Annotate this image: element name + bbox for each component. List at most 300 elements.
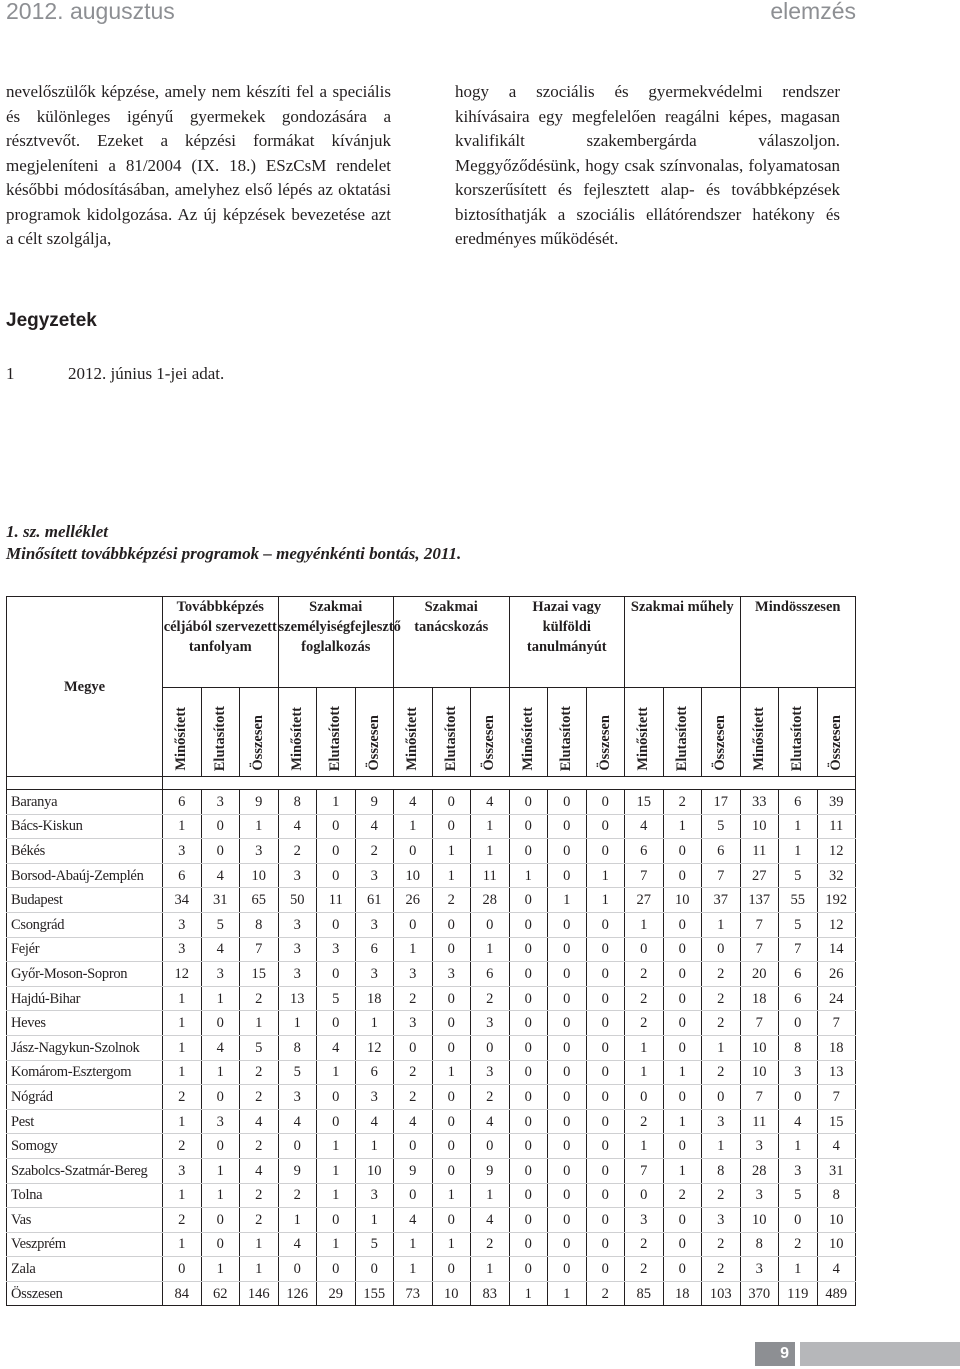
- table-cell: 0: [663, 1011, 702, 1036]
- table-cell: 0: [201, 1011, 240, 1036]
- table-cell: 4: [817, 1134, 856, 1159]
- column-sub-header-label: Elutasított: [442, 705, 459, 771]
- table-cell: 7: [740, 1085, 779, 1110]
- table-cell: 4: [471, 790, 510, 815]
- table-cell: 11: [740, 839, 779, 864]
- table-cell: 6: [625, 839, 664, 864]
- table-cell: 9: [355, 790, 394, 815]
- table-cell: 1: [201, 1257, 240, 1282]
- table-cell: 3: [355, 863, 394, 888]
- table-cell: 1: [471, 839, 510, 864]
- table-cell: 7: [740, 937, 779, 962]
- table-cell: 18: [663, 1281, 702, 1306]
- table-cell: 7: [240, 937, 279, 962]
- table-cell: 1: [625, 1134, 664, 1159]
- table-cell: 11: [471, 863, 510, 888]
- table-cell: 2: [625, 1232, 664, 1257]
- table-cell: 4: [779, 1109, 818, 1134]
- table-cell: 1: [163, 1011, 202, 1036]
- table-cell: 55: [779, 888, 818, 913]
- table-cell: 4: [355, 1109, 394, 1134]
- column-sub-header-label: Minősített: [750, 707, 767, 771]
- table-cell: 126: [278, 1281, 317, 1306]
- table-cell: 6: [779, 962, 818, 987]
- table-cell: 0: [432, 1257, 471, 1282]
- table-cell: 1: [317, 1232, 356, 1257]
- table-cell: 0: [586, 1134, 625, 1159]
- page-footer-bar: [800, 1342, 960, 1366]
- table-cell: 3: [201, 1109, 240, 1134]
- table-cell: 0: [509, 986, 548, 1011]
- table-cell: 1: [201, 1183, 240, 1208]
- table-cell: 3: [394, 1011, 433, 1036]
- table-cell: 1: [317, 1134, 356, 1159]
- table-cell: 1: [163, 1232, 202, 1257]
- table-cell: 0: [201, 814, 240, 839]
- table-cell: 10: [817, 1208, 856, 1233]
- table-cell: 0: [548, 1183, 587, 1208]
- table-cell: 8: [240, 912, 279, 937]
- header-date: 2012. augusztus: [6, 0, 175, 24]
- table-cell: 13: [817, 1060, 856, 1085]
- column-sub-header: [432, 688, 471, 777]
- table-cell: 1: [471, 937, 510, 962]
- table-cell: 0: [509, 1060, 548, 1085]
- table-cell: 0: [663, 863, 702, 888]
- table-cell: 2: [625, 1109, 664, 1134]
- table-cell: 5: [355, 1232, 394, 1257]
- table-cell: 7: [779, 937, 818, 962]
- table-cell: 1: [625, 1060, 664, 1085]
- county-name: Jász-Nagykun-Szolnok: [7, 1035, 163, 1060]
- table-cell: 2: [702, 1183, 741, 1208]
- page-header: [0, 0, 960, 30]
- table-cell: 2: [663, 790, 702, 815]
- table-cell: 0: [509, 1011, 548, 1036]
- column-sub-header: [740, 688, 779, 777]
- table-cell: 2: [586, 1281, 625, 1306]
- table-cell: 1: [779, 814, 818, 839]
- table-cell: 9: [471, 1158, 510, 1183]
- table-cell: 0: [586, 1158, 625, 1183]
- table-cell: 3: [740, 1134, 779, 1159]
- table-cell: 1: [663, 814, 702, 839]
- table-cell: 10: [432, 1281, 471, 1306]
- table-cell: 0: [586, 839, 625, 864]
- table-cell: 2: [278, 1183, 317, 1208]
- table-cell: 26: [817, 962, 856, 987]
- table-cell: 2: [240, 1134, 279, 1159]
- table-cell: 0: [509, 1109, 548, 1134]
- table-cell: 2: [471, 1232, 510, 1257]
- table-cell: 1: [509, 863, 548, 888]
- table-cell: 3: [740, 1257, 779, 1282]
- table-cell: 0: [317, 839, 356, 864]
- table-cell: 155: [355, 1281, 394, 1306]
- table-cell: 0: [471, 912, 510, 937]
- annex-title: Minősített továbbképzési programok – megyénkénti bontás, 2011.: [6, 544, 462, 563]
- table-cell: 0: [625, 937, 664, 962]
- table-cell: 0: [201, 1134, 240, 1159]
- column-sub-header-label: Elutasított: [211, 705, 228, 771]
- table-cell: 4: [201, 937, 240, 962]
- table-cell: 3: [355, 1183, 394, 1208]
- column-sub-header: [702, 688, 741, 777]
- table-cell: 0: [471, 1134, 510, 1159]
- table-cell: 2: [625, 1011, 664, 1036]
- table-cell: 0: [586, 1085, 625, 1110]
- table-cell: 0: [317, 1208, 356, 1233]
- table-cell: 0: [509, 1035, 548, 1060]
- table-cell: 6: [779, 986, 818, 1011]
- table-cell: 7: [702, 863, 741, 888]
- table-cell: 12: [817, 912, 856, 937]
- table-cell: 0: [509, 912, 548, 937]
- column-group-header: Mindösszesen: [740, 597, 856, 688]
- header-section: elemzés: [770, 0, 856, 24]
- table-cell: 1: [355, 1134, 394, 1159]
- county-name: Tolna: [7, 1183, 163, 1208]
- table-cell: 37: [702, 888, 741, 913]
- table-cell: 6: [702, 839, 741, 864]
- table-cell: 28: [740, 1158, 779, 1183]
- column-sub-header: [779, 688, 818, 777]
- county-name: Nógrád: [7, 1085, 163, 1110]
- table-cell: 489: [817, 1281, 856, 1306]
- column-sub-header-label: Összesen: [827, 715, 844, 771]
- table-cell: 0: [432, 1035, 471, 1060]
- table-cell: 1: [394, 814, 433, 839]
- table-cell: 0: [663, 1085, 702, 1110]
- body-column-left: [6, 80, 391, 252]
- table-cell: 3: [471, 1011, 510, 1036]
- table-cell: 0: [432, 986, 471, 1011]
- table-cell: 3: [740, 1183, 779, 1208]
- table-cell: 0: [548, 1232, 587, 1257]
- column-sub-header-label: Elutasított: [558, 705, 575, 771]
- table-cell: 0: [394, 1183, 433, 1208]
- table-cell: 0: [163, 1257, 202, 1282]
- table-cell: 0: [548, 1060, 587, 1085]
- table-cell: 1: [702, 1134, 741, 1159]
- column-sub-header-label: Minősített: [173, 707, 190, 771]
- table-cell: 28: [471, 888, 510, 913]
- table-cell: 10: [240, 863, 279, 888]
- table-cell: 2: [625, 986, 664, 1011]
- table-cell: 4: [317, 1035, 356, 1060]
- county-name: Heves: [7, 1011, 163, 1036]
- table-cell: 33: [740, 790, 779, 815]
- column-sub-header: [548, 688, 587, 777]
- table-row: [7, 962, 856, 987]
- table-cell: 0: [509, 962, 548, 987]
- table-cell: 15: [240, 962, 279, 987]
- table-cell: 0: [779, 1011, 818, 1036]
- table-cell: 84: [163, 1281, 202, 1306]
- table-cell: 3: [278, 863, 317, 888]
- table-cell: 1: [394, 1257, 433, 1282]
- table-cell: 137: [740, 888, 779, 913]
- table-cell: 3: [240, 839, 279, 864]
- table-cell: 3: [278, 962, 317, 987]
- table-cell: 0: [586, 814, 625, 839]
- table-cell: 6: [163, 863, 202, 888]
- table-cell: 24: [817, 986, 856, 1011]
- column-sub-header: [317, 688, 356, 777]
- table-cell: 2: [394, 986, 433, 1011]
- table-cell: 2: [240, 1208, 279, 1233]
- table-cell: 6: [355, 1060, 394, 1085]
- table-cell: 0: [586, 937, 625, 962]
- table-cell: 0: [548, 1208, 587, 1233]
- table-cell: 1: [394, 937, 433, 962]
- page-number: 9: [755, 1342, 795, 1366]
- table-cell: 1: [432, 863, 471, 888]
- table-cell: 2: [163, 1134, 202, 1159]
- table-cell: 3: [317, 937, 356, 962]
- table-row: [7, 1208, 856, 1233]
- table-cell: 10: [817, 1232, 856, 1257]
- table-cell: 0: [278, 1257, 317, 1282]
- table-cell: 2: [702, 962, 741, 987]
- table-cell: 7: [817, 1085, 856, 1110]
- table-cell: 0: [663, 986, 702, 1011]
- column-sub-header: [625, 688, 664, 777]
- table-cell: 1: [201, 1060, 240, 1085]
- table-cell: 0: [663, 839, 702, 864]
- county-name: Összesen: [7, 1281, 163, 1306]
- table-cell: 8: [779, 1035, 818, 1060]
- table-cell: 4: [201, 863, 240, 888]
- county-name: Komárom-Esztergom: [7, 1060, 163, 1085]
- table-cell: 4: [394, 1208, 433, 1233]
- table-cell: 2: [471, 1085, 510, 1110]
- table-cell: 4: [278, 814, 317, 839]
- table-cell: 8: [817, 1183, 856, 1208]
- table-cell: 0: [548, 1257, 587, 1282]
- table-cell: 0: [509, 790, 548, 815]
- table-cell: 0: [471, 1035, 510, 1060]
- table-cell: 3: [471, 1060, 510, 1085]
- table-cell: 4: [394, 1109, 433, 1134]
- column-sub-header-label: Minősített: [404, 707, 421, 771]
- table-cell: 3: [702, 1109, 741, 1134]
- table-cell: 12: [163, 962, 202, 987]
- table-cell: 5: [702, 814, 741, 839]
- table-cell: 0: [663, 1208, 702, 1233]
- table-cell: 0: [394, 1035, 433, 1060]
- table-cell: 73: [394, 1281, 433, 1306]
- table-cell: 0: [509, 814, 548, 839]
- table-cell: 0: [201, 1232, 240, 1257]
- table-cell: 6: [163, 790, 202, 815]
- table-cell: 1: [394, 1232, 433, 1257]
- table-cell: 0: [432, 912, 471, 937]
- table-cell: 3: [278, 912, 317, 937]
- table-cell: 7: [740, 912, 779, 937]
- table-row: [7, 1035, 856, 1060]
- table-cell: 0: [663, 1232, 702, 1257]
- table-cell: 0: [201, 1208, 240, 1233]
- county-name: Pest: [7, 1109, 163, 1134]
- county-name: Békés: [7, 839, 163, 864]
- table-cell: 2: [163, 1208, 202, 1233]
- table-cell: 0: [548, 986, 587, 1011]
- table-cell: 4: [625, 814, 664, 839]
- table-row: [7, 912, 856, 937]
- table-cell: 10: [394, 863, 433, 888]
- county-name: Csongrád: [7, 912, 163, 937]
- table-cell: 83: [471, 1281, 510, 1306]
- table-cell: 27: [625, 888, 664, 913]
- table-cell: 0: [548, 1134, 587, 1159]
- table-cell: 18: [740, 986, 779, 1011]
- county-name: Hajdú-Bihar: [7, 986, 163, 1011]
- table-cell: 14: [817, 937, 856, 962]
- table-row: [7, 1232, 856, 1257]
- table-cell: 2: [355, 839, 394, 864]
- column-sub-header: [394, 688, 433, 777]
- table-cell: 3: [163, 839, 202, 864]
- table-cell: 0: [394, 1134, 433, 1159]
- county-name: Szabolcs-Szatmár-Bereg: [7, 1158, 163, 1183]
- table-cell: 10: [663, 888, 702, 913]
- table-cell: 1: [163, 986, 202, 1011]
- table-cell: 1: [471, 814, 510, 839]
- table-cell: 0: [548, 1109, 587, 1134]
- column-sub-header: [355, 688, 394, 777]
- table-cell: 0: [355, 1257, 394, 1282]
- table-cell: 7: [625, 863, 664, 888]
- table-cell: 0: [509, 888, 548, 913]
- table-cell: 12: [355, 1035, 394, 1060]
- county-name: Fejér: [7, 937, 163, 962]
- table-cell: 62: [201, 1281, 240, 1306]
- county-name: Baranya: [7, 790, 163, 815]
- table-cell: 3: [779, 1158, 818, 1183]
- table-cell: 9: [240, 790, 279, 815]
- table-cell: 0: [317, 912, 356, 937]
- table-cell: 65: [240, 888, 279, 913]
- table-cell: 3: [355, 912, 394, 937]
- table-row: [7, 814, 856, 839]
- table-cell: 4: [278, 1232, 317, 1257]
- table-cell: 0: [394, 839, 433, 864]
- table-cell: 6: [355, 937, 394, 962]
- table-cell: 0: [663, 912, 702, 937]
- table-cell: 0: [779, 1208, 818, 1233]
- table-cell: 18: [817, 1035, 856, 1060]
- table-cell: 0: [509, 1085, 548, 1110]
- table-cell: 1: [201, 1158, 240, 1183]
- table-cell: 0: [586, 986, 625, 1011]
- table-cell: 0: [779, 1085, 818, 1110]
- table-cell: 0: [586, 1183, 625, 1208]
- table-cell: 1: [355, 1011, 394, 1036]
- table-cell: 2: [702, 986, 741, 1011]
- table-cell: 0: [317, 1257, 356, 1282]
- table-cell: 2: [702, 1232, 741, 1257]
- table-cell: 12: [817, 839, 856, 864]
- table-cell: 1: [317, 790, 356, 815]
- table-cell: 2: [625, 1257, 664, 1282]
- body-paragraph-left: nevelőszülők képzése, amely nem készíti fel a speciális és különleges igényű gyermekek gondozására a résztvevőt. Ezeket a képzési formákat kívánjuk megjeleníteni a 81/2004 (IX. 18.) ESzCsM rendelet későbbi módosításában, amelyhez első lépés az oktatási programok kidolgozása. Az új képzések bevezetése azt a célt szolgálja,: [6, 82, 391, 248]
- table-cell: 0: [663, 1035, 702, 1060]
- table-row: [7, 1109, 856, 1134]
- table-cell: 1: [548, 888, 587, 913]
- table-cell: 0: [201, 1085, 240, 1110]
- table-cell: 7: [817, 1011, 856, 1036]
- table-row: [7, 1158, 856, 1183]
- table-cell: 0: [548, 937, 587, 962]
- column-sub-header-label: Elutasított: [789, 705, 806, 771]
- table-cell: 119: [779, 1281, 818, 1306]
- table-cell: 3: [625, 1208, 664, 1233]
- table-cell: 0: [509, 1232, 548, 1257]
- body-column-right: [455, 80, 840, 252]
- table-cell: 7: [625, 1158, 664, 1183]
- column-sub-header: [471, 688, 510, 777]
- column-sub-header-label: Minősített: [519, 707, 536, 771]
- table-cell: 0: [663, 937, 702, 962]
- table-cell: 370: [740, 1281, 779, 1306]
- table-cell: 1: [317, 1060, 356, 1085]
- table-cell: 0: [278, 1134, 317, 1159]
- table-cell: 2: [779, 1232, 818, 1257]
- table-cell: 0: [432, 814, 471, 839]
- column-group-header: Szakmai személyiségfejlesztő foglalkozás: [278, 597, 394, 688]
- county-name: Veszprém: [7, 1232, 163, 1257]
- table-cell: 0: [432, 1011, 471, 1036]
- column-group-header: Szakmai tanácskozás: [394, 597, 510, 688]
- table-cell: 0: [509, 1183, 548, 1208]
- table-row: [7, 1134, 856, 1159]
- table-cell: 1: [432, 1183, 471, 1208]
- table-cell: 4: [201, 1035, 240, 1060]
- table-cell: 0: [663, 1134, 702, 1159]
- table-cell: 1: [779, 839, 818, 864]
- table-cell: 8: [702, 1158, 741, 1183]
- column-sub-header: [586, 688, 625, 777]
- table-cell: 0: [432, 937, 471, 962]
- table-cell: 29: [317, 1281, 356, 1306]
- table-cell: 0: [586, 1011, 625, 1036]
- table-cell: 9: [394, 1158, 433, 1183]
- table-cell: 0: [432, 1158, 471, 1183]
- table-cell: 5: [779, 863, 818, 888]
- table-cell: 3: [201, 962, 240, 987]
- table-cell: 20: [740, 962, 779, 987]
- table-cell: 1: [278, 1208, 317, 1233]
- table-row: [7, 1011, 856, 1036]
- table-cell: 1: [702, 1035, 741, 1060]
- table-cell: 1: [201, 986, 240, 1011]
- table-cell: 0: [509, 1158, 548, 1183]
- column-sub-header-label: Összesen: [481, 715, 498, 771]
- table-cell: 85: [625, 1281, 664, 1306]
- table-cell: 0: [548, 790, 587, 815]
- table-cell: 15: [817, 1109, 856, 1134]
- table-cell: 17: [702, 790, 741, 815]
- table-cell: 61: [355, 888, 394, 913]
- table-cell: 10: [740, 814, 779, 839]
- table-cell: 1: [163, 1060, 202, 1085]
- county-name: Vas: [7, 1208, 163, 1233]
- table-cell: 1: [163, 814, 202, 839]
- table-cell: 0: [548, 814, 587, 839]
- table-row: [7, 1281, 856, 1306]
- column-group-header: Továbbképzés céljából szervezett tanfolyam: [163, 597, 279, 688]
